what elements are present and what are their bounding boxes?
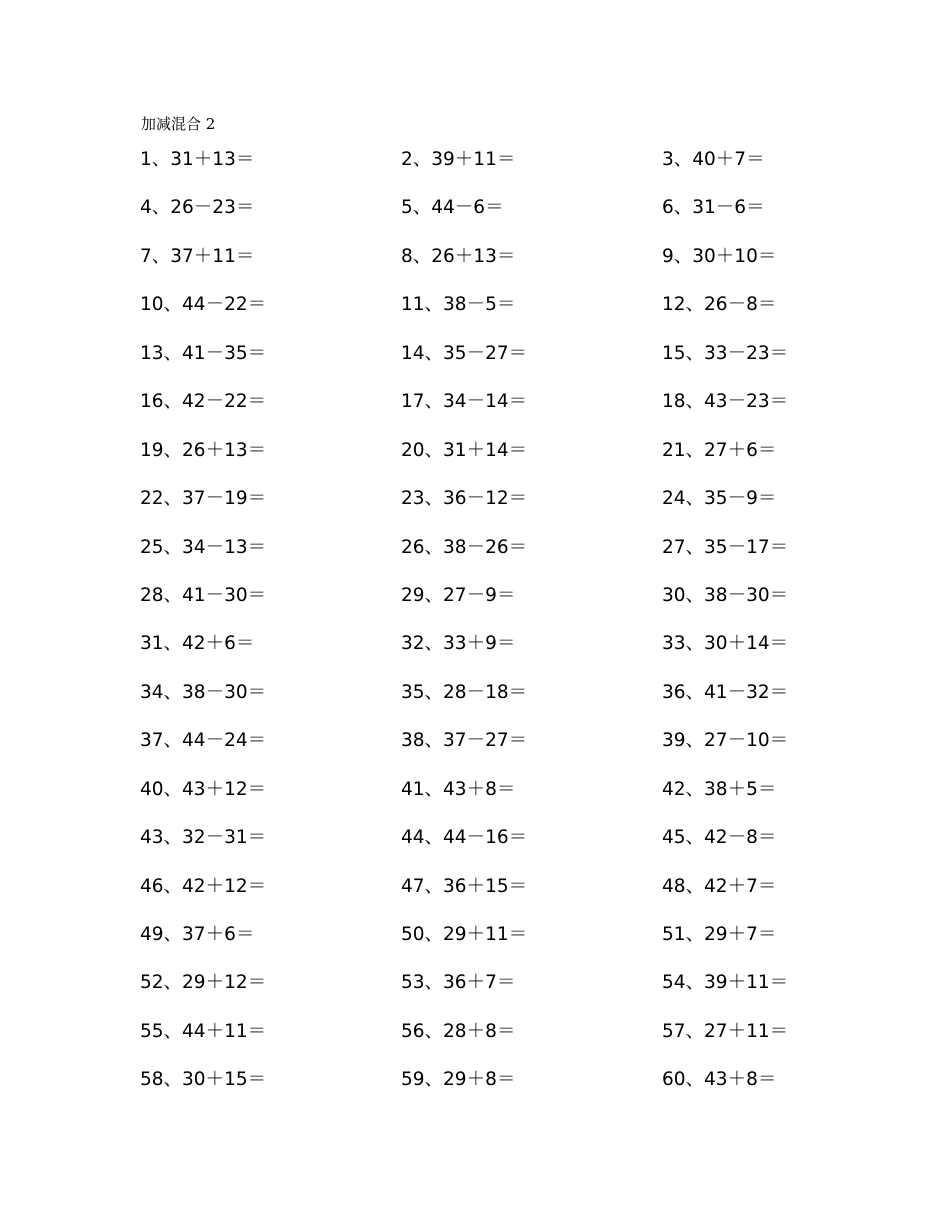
problem-7: 7、37＋11＝ xyxy=(140,245,255,267)
problem-8: 8、26＋13＝ xyxy=(401,245,516,267)
problem-48: 48、42＋7＝ xyxy=(662,875,777,897)
problem-50: 50、29＋11＝ xyxy=(401,924,528,945)
problem-32: 32、33＋9＝ xyxy=(401,633,516,655)
problem-43: 43、32－31＝ xyxy=(140,827,267,849)
problem-57: 57、27＋11＝ xyxy=(662,1020,789,1042)
problem-26: 26、38－26＝ xyxy=(401,536,528,558)
problem-55: 55、44＋11＝ xyxy=(140,1020,267,1042)
problem-41: 41、43＋8＝ xyxy=(401,778,516,800)
problem-39: 39、27－10＝ xyxy=(662,730,789,752)
problem-24: 24、35－9＝ xyxy=(662,488,777,510)
problem-59: 59、29＋8＝ xyxy=(401,1069,516,1091)
problem-12: 12、26－8＝ xyxy=(662,294,777,316)
problem-52: 52、29＋12＝ xyxy=(140,972,267,994)
problem-42: 42、38＋5＝ xyxy=(662,778,777,800)
problem-58: 58、30＋15＝ xyxy=(140,1069,267,1091)
problem-4: 4、26－23＝ xyxy=(140,197,255,219)
problem-38: 38、37－27＝ xyxy=(401,730,528,752)
problem-6: 6、31－6＝ xyxy=(662,197,765,219)
problem-60: 60、43＋8＝ xyxy=(662,1069,777,1091)
problem-31: 31、42＋6＝ xyxy=(140,633,255,655)
problem-45: 45、42－8＝ xyxy=(662,827,777,849)
problem-23: 23、36－12＝ xyxy=(401,488,528,510)
worksheet-title: 加减混合 2 xyxy=(141,115,216,133)
problem-19: 19、26＋13＝ xyxy=(140,439,267,461)
problem-49: 49、37＋6＝ xyxy=(140,924,255,945)
problem-18: 18、43－23＝ xyxy=(662,391,789,413)
problem-10: 10、44－22＝ xyxy=(140,294,267,316)
problem-30: 30、38－30＝ xyxy=(662,584,789,606)
problem-29: 29、27－9＝ xyxy=(401,584,516,606)
problem-5: 5、44－6＝ xyxy=(401,197,504,219)
problem-16: 16、42－22＝ xyxy=(140,391,267,413)
problem-56: 56、28＋8＝ xyxy=(401,1020,516,1042)
problem-grid xyxy=(140,148,920,1117)
problem-14: 14、35－27＝ xyxy=(401,342,528,364)
problem-36: 36、41－32＝ xyxy=(662,681,789,703)
problem-53: 53、36＋7＝ xyxy=(401,972,516,994)
problem-46: 46、42＋12＝ xyxy=(140,875,267,897)
problem-9: 9、30＋10＝ xyxy=(662,245,777,267)
problem-25: 25、34－13＝ xyxy=(140,536,267,558)
problem-1: 1、31＋13＝ xyxy=(140,149,255,170)
problem-21: 21、27＋6＝ xyxy=(662,439,777,461)
problem-47: 47、36＋15＝ xyxy=(401,875,528,897)
problem-20: 20、31＋14＝ xyxy=(401,439,528,461)
problem-54: 54、39＋11＝ xyxy=(662,972,789,994)
problem-44: 44、44－16＝ xyxy=(401,827,528,849)
problem-13: 13、41－35＝ xyxy=(140,342,267,364)
problem-37: 37、44－24＝ xyxy=(140,730,267,752)
problem-22: 22、37－19＝ xyxy=(140,488,267,510)
problem-51: 51、29＋7＝ xyxy=(662,924,777,945)
problem-3: 3、40＋7＝ xyxy=(662,149,765,170)
problem-27: 27、35－17＝ xyxy=(662,536,789,558)
problem-35: 35、28－18＝ xyxy=(401,681,528,703)
problem-17: 17、34－14＝ xyxy=(401,391,528,413)
problem-11: 11、38－5＝ xyxy=(401,294,516,316)
problem-15: 15、33－23＝ xyxy=(662,342,789,364)
problem-2: 2、39＋11＝ xyxy=(401,149,516,170)
problem-28: 28、41－30＝ xyxy=(140,584,267,606)
problem-34: 34、38－30＝ xyxy=(140,681,267,703)
problem-33: 33、30＋14＝ xyxy=(662,633,789,655)
problem-40: 40、43＋12＝ xyxy=(140,778,267,800)
